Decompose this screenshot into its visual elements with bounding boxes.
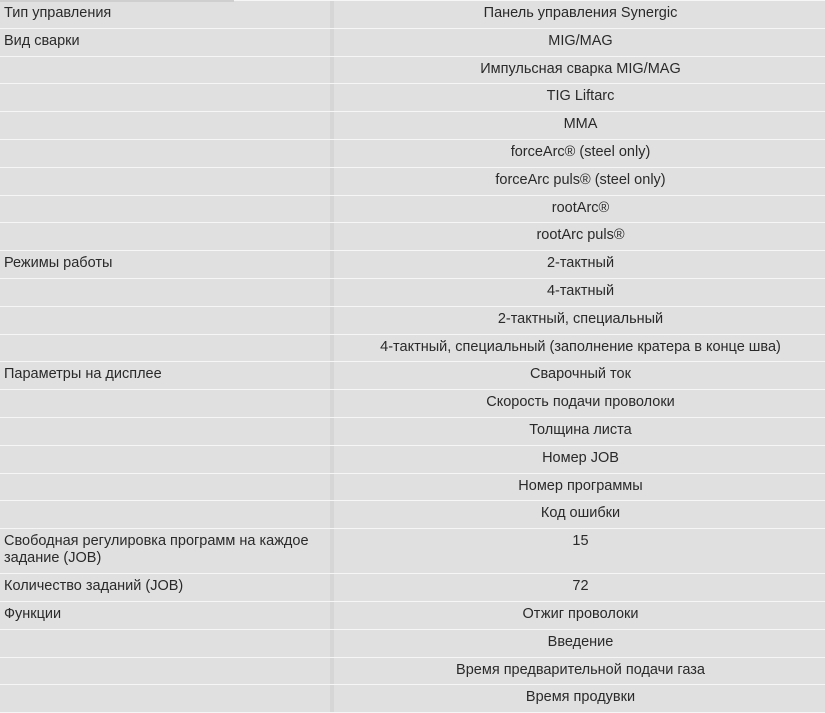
- row-label: Вид сварки: [0, 28, 330, 56]
- row-label: [0, 223, 330, 251]
- row-value: Код ошибки: [334, 501, 825, 529]
- top-accent-line: [0, 0, 234, 2]
- table-row: [0, 362, 825, 390]
- row-label: [0, 334, 330, 362]
- row-value: rootArc puls®: [334, 223, 825, 251]
- table-row: [0, 334, 825, 362]
- row-value: 72: [334, 574, 825, 602]
- table-row: [0, 195, 825, 223]
- table-row: [0, 251, 825, 279]
- row-value: Сварочный ток: [334, 362, 825, 390]
- row-value: Панель управления Synergic: [334, 1, 825, 29]
- table-row: [0, 445, 825, 473]
- table-row: [0, 629, 825, 657]
- table-row: [0, 685, 825, 713]
- table-row: [0, 112, 825, 140]
- row-value: Время продувки: [334, 685, 825, 713]
- row-label: [0, 501, 330, 529]
- table-row: [0, 529, 825, 574]
- row-value: Толщина листа: [334, 417, 825, 445]
- row-label: [0, 139, 330, 167]
- row-label: [0, 167, 330, 195]
- row-value: 4-тактный, специальный (заполнение кратера в конце шва): [334, 334, 825, 362]
- row-label: [0, 195, 330, 223]
- row-value: rootArc®: [334, 195, 825, 223]
- row-value: Номер программы: [334, 473, 825, 501]
- row-value: 4-тактный: [334, 278, 825, 306]
- row-label: [0, 390, 330, 418]
- row-label: [0, 56, 330, 84]
- row-label: [0, 84, 330, 112]
- table-row: [0, 574, 825, 602]
- row-value: Отжиг проволоки: [334, 601, 825, 629]
- row-label: [0, 685, 330, 713]
- row-label: [0, 278, 330, 306]
- row-value: forceArc puls® (steel only): [334, 167, 825, 195]
- row-label: [0, 629, 330, 657]
- table-row: [0, 139, 825, 167]
- table-row: [0, 56, 825, 84]
- row-value: TIG Liftarc: [334, 84, 825, 112]
- row-label: [0, 306, 330, 334]
- row-value: MIG/MAG: [334, 28, 825, 56]
- row-label: [0, 445, 330, 473]
- row-value: MMA: [334, 112, 825, 140]
- table-row: [0, 306, 825, 334]
- row-label: Параметры на дисплее: [0, 362, 330, 390]
- row-value: Введение: [334, 629, 825, 657]
- table-row: [0, 167, 825, 195]
- row-value: Номер JOB: [334, 445, 825, 473]
- row-value: 2-тактный, специальный: [334, 306, 825, 334]
- row-label: Функции: [0, 601, 330, 629]
- row-label: Количество заданий (JOB): [0, 574, 330, 602]
- table-row: [0, 28, 825, 56]
- table-row: [0, 417, 825, 445]
- row-label: [0, 417, 330, 445]
- row-label: [0, 112, 330, 140]
- table-row: [0, 1, 825, 29]
- row-label: Режимы работы: [0, 251, 330, 279]
- table-row: [0, 501, 825, 529]
- table-row: [0, 390, 825, 418]
- row-value: Время предварительной подачи газа: [334, 657, 825, 685]
- table-row: [0, 223, 825, 251]
- table-row: [0, 84, 825, 112]
- row-value: 15: [334, 529, 825, 574]
- row-value: Импульсная сварка MIG/MAG: [334, 56, 825, 84]
- table-row: [0, 601, 825, 629]
- row-label: [0, 657, 330, 685]
- row-value: forceArc® (steel only): [334, 139, 825, 167]
- row-label: Тип управления: [0, 1, 330, 29]
- table-row: [0, 473, 825, 501]
- row-label: [0, 473, 330, 501]
- row-value: Скорость подачи проволоки: [334, 390, 825, 418]
- table-row: [0, 657, 825, 685]
- row-label: Свободная регулировка программ на каждое задание (JOB): [0, 529, 330, 574]
- row-value: 2-тактный: [334, 251, 825, 279]
- table-row: [0, 278, 825, 306]
